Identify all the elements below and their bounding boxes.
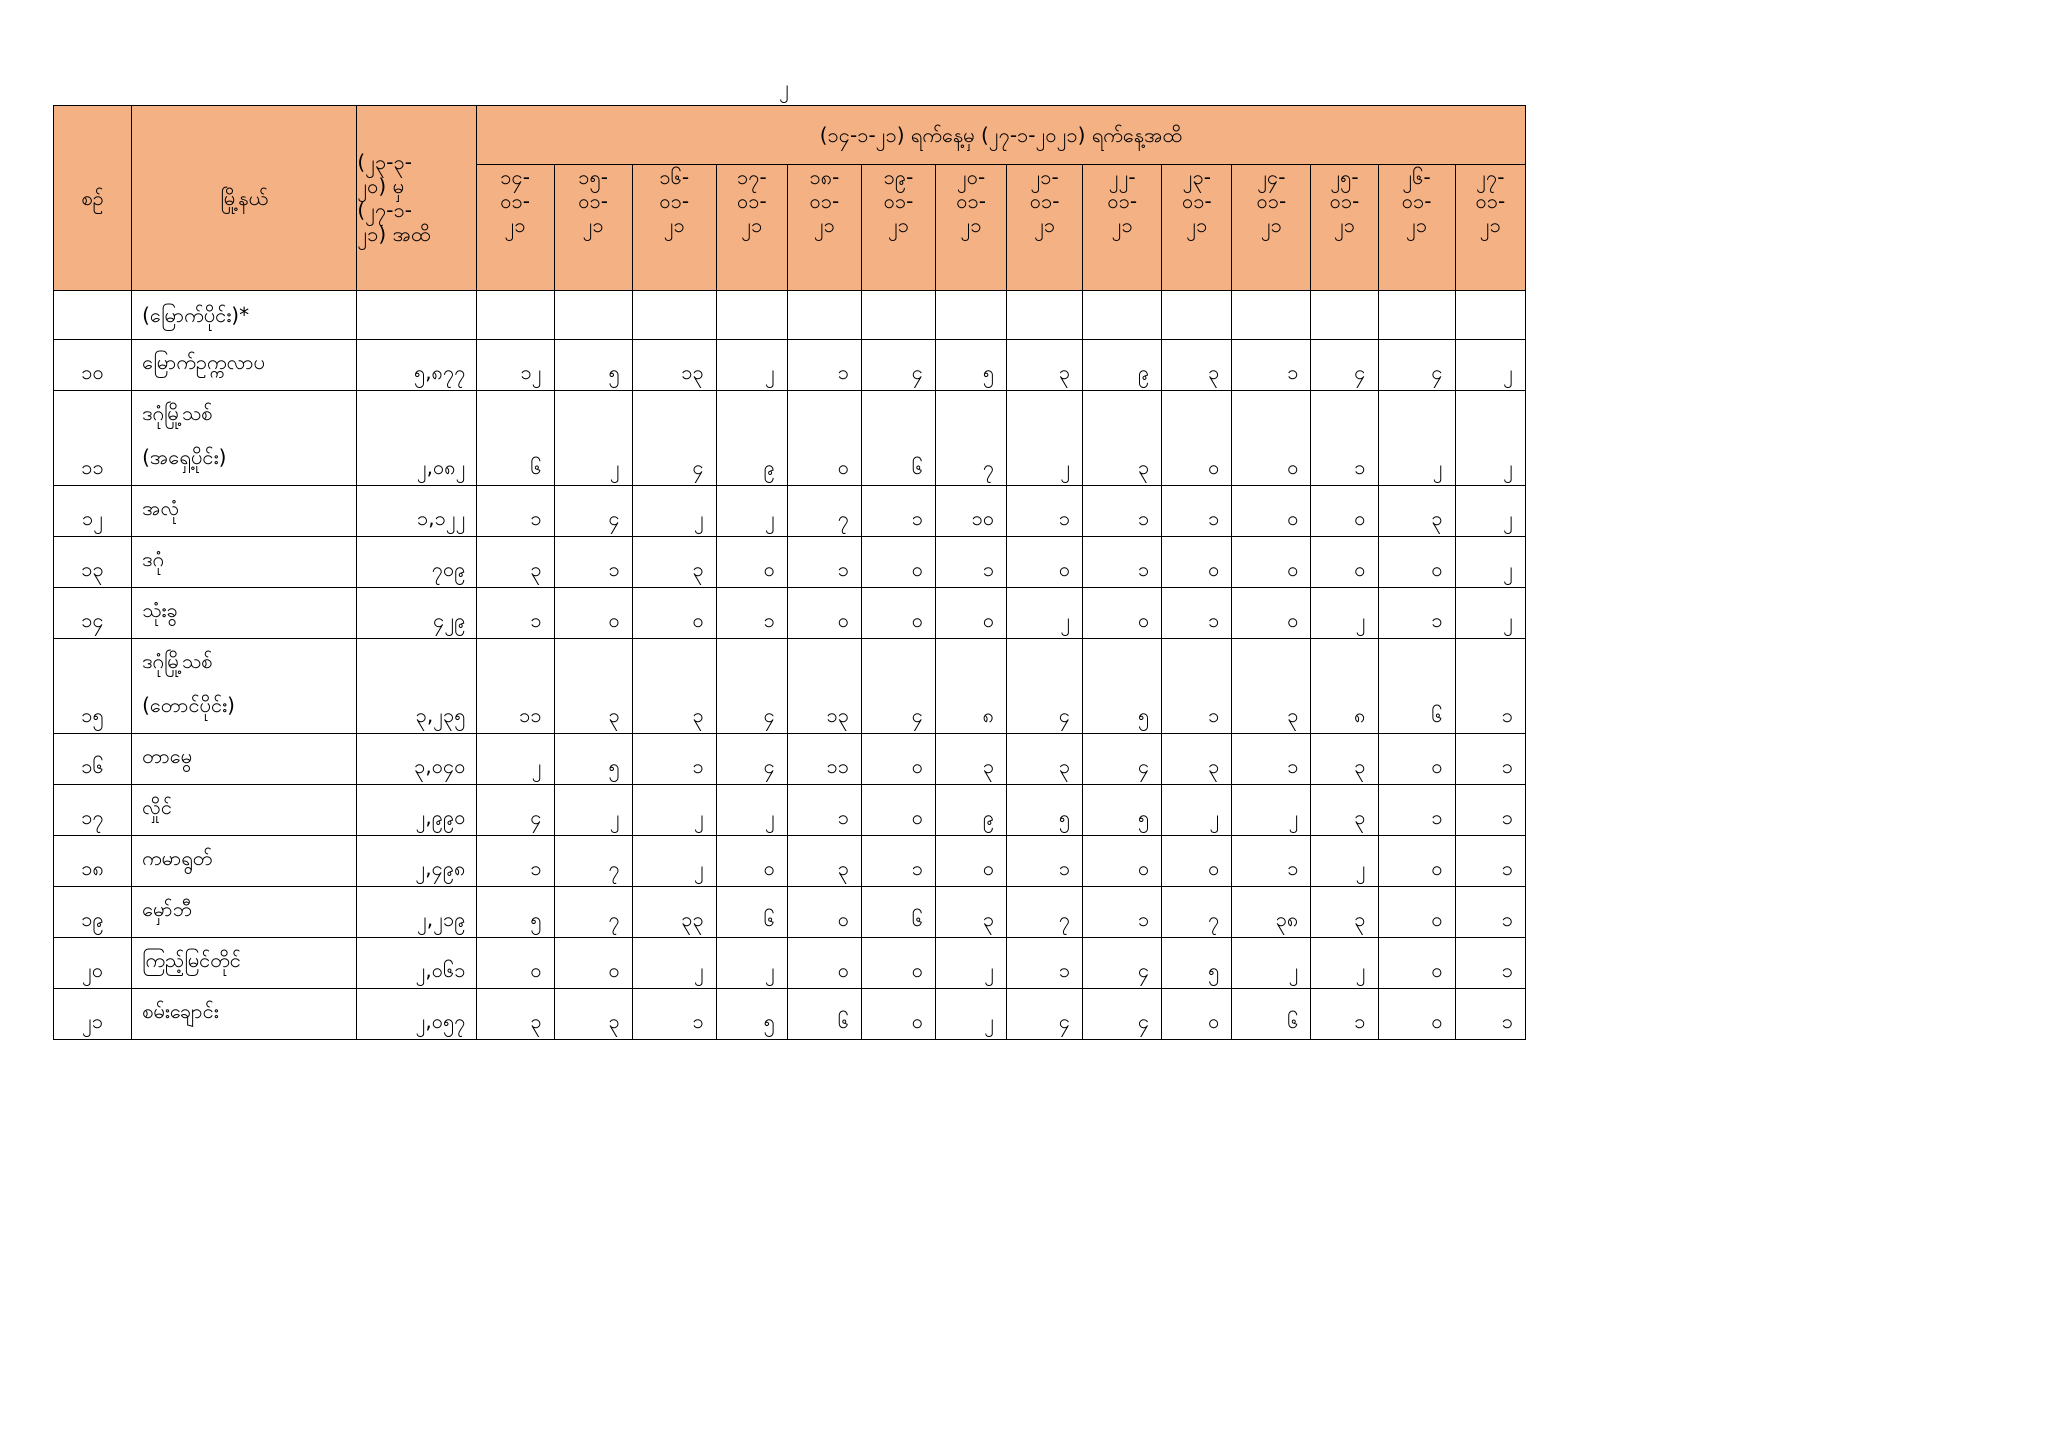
daily-value: ၃ [1232, 639, 1311, 734]
date-part: ၂၅- [1330, 165, 1359, 189]
daily-value: ၀ [787, 938, 861, 989]
daily-value: ၅ [1083, 639, 1162, 734]
township-name [132, 639, 357, 734]
date-part: ၁၄- [500, 165, 530, 189]
township-name-line: သုံးခွ [142, 598, 178, 622]
daily-value: ၀ [1378, 537, 1455, 588]
daily-value: ၆ [716, 887, 787, 938]
township-name [132, 734, 357, 785]
daily-value: ၀ [1378, 734, 1455, 785]
township-name [132, 989, 357, 1040]
daily-value: ၇ [1007, 887, 1083, 938]
daily-value: ၅ [476, 887, 554, 938]
date-part: ၂၁ [1111, 213, 1133, 237]
table-row [54, 391, 1526, 486]
row-number: ၂၁ [54, 989, 132, 1040]
table-row [54, 734, 1526, 785]
row-number: ၁၈ [54, 836, 132, 887]
daily-value: ၀ [716, 836, 787, 887]
col-header-total: (၂၃-၃- ၂၀) မှ (၂၇-၁- ၂၁) အထိ [357, 106, 476, 291]
cumulative-total: ၃,၂၃၅ [357, 639, 476, 734]
cell-empty [357, 291, 476, 340]
page-number: ၂ [779, 75, 789, 99]
date-part: ၂၁ [1479, 213, 1501, 237]
daily-value: ၀ [1232, 588, 1311, 639]
daily-value: ၄ [1007, 639, 1083, 734]
col-header-date [1162, 165, 1232, 291]
township-name [132, 938, 357, 989]
daily-value: ၆ [861, 391, 935, 486]
daily-value: ၃ [632, 639, 716, 734]
col-header-date [936, 165, 1007, 291]
date-part: ၀၁- [578, 189, 608, 213]
daily-value: ၀ [1232, 537, 1311, 588]
date-part: ၂၁ [1333, 213, 1356, 237]
daily-value: ၅ [1162, 938, 1232, 989]
daily-value: ၆ [787, 989, 861, 1040]
cumulative-total: ၂,၄၉၈ [357, 836, 476, 887]
row-number: ၁၆ [54, 734, 132, 785]
daily-value: ၀ [716, 537, 787, 588]
township-name-line: ကြည့်မြင်တိုင် [142, 948, 241, 972]
daily-value: ၉ [716, 391, 787, 486]
daily-value: ၇ [1162, 887, 1232, 938]
daily-value: ၄ [716, 639, 787, 734]
daily-value: ၉ [936, 785, 1007, 836]
date-part: ၀၁- [1475, 189, 1506, 213]
date-part: ၂၁ [1260, 213, 1282, 237]
cumulative-total: ၄၂၉ [357, 588, 476, 639]
date-part: ၀၁- [1107, 189, 1138, 213]
daily-value: ၀ [1311, 486, 1378, 537]
daily-value: ၁ [1232, 836, 1311, 887]
daily-value: ၀ [861, 588, 935, 639]
daily-value: ၁ [1311, 391, 1378, 486]
daily-value: ၁ [1455, 836, 1525, 887]
daily-value: ၂ [1311, 836, 1378, 887]
daily-value: ၃ [1378, 486, 1455, 537]
daily-value: ၂ [1455, 340, 1525, 391]
daily-value: ၁ [1007, 836, 1083, 887]
daily-value: ၃ [787, 836, 861, 887]
table-header [54, 106, 1526, 291]
daily-value: ၃ [1083, 391, 1162, 486]
daily-value: ၄ [1083, 989, 1162, 1040]
table-row [54, 785, 1526, 836]
table-row [54, 836, 1526, 887]
township-name [132, 391, 357, 486]
date-part: ၂၇- [1476, 165, 1505, 189]
daily-value: ၂ [716, 340, 787, 391]
row-number: ၁၀ [54, 340, 132, 391]
daily-value: ၄ [1083, 734, 1162, 785]
date-part: ၀၁- [1256, 189, 1287, 213]
cumulative-total: ၂,၀၈၂ [357, 391, 476, 486]
row-number: ၁၂ [54, 486, 132, 537]
daily-value: ၃ [936, 734, 1007, 785]
daily-value: ၁၁ [787, 734, 861, 785]
daily-value: ၀ [787, 391, 861, 486]
daily-value: ၂ [632, 938, 716, 989]
cumulative-total: ၂,၉၉၀ [357, 785, 476, 836]
daily-value: ၀ [936, 588, 1007, 639]
col-header-township: မြို့နယ် [132, 106, 357, 291]
daily-value: ၁၃ [632, 340, 716, 391]
daily-value: ၁ [1007, 938, 1083, 989]
daily-value: ၁ [476, 836, 554, 887]
daily-value: ၅ [1083, 785, 1162, 836]
daily-value: ၂ [554, 785, 632, 836]
daily-value: ၃ [1311, 734, 1378, 785]
daily-value: ၁ [787, 537, 861, 588]
daily-value: ၀ [1232, 486, 1311, 537]
daily-value: ၅ [554, 340, 632, 391]
daily-value: ၀ [1378, 989, 1455, 1040]
daily-value: ၄ [632, 391, 716, 486]
daily-value: ၂ [1232, 785, 1311, 836]
township-name-line: (တောင်ပိုင်း) [142, 693, 235, 717]
daily-value: ၀ [861, 938, 935, 989]
daily-value: ၁ [1455, 734, 1525, 785]
daily-value: ၃ [554, 989, 632, 1040]
daily-value: ၇ [554, 836, 632, 887]
daily-value: ၁၃ [787, 639, 861, 734]
daily-value: ၁ [1162, 486, 1232, 537]
table-row [54, 887, 1526, 938]
daily-value: ၀ [787, 588, 861, 639]
date-part: ၂၁ [1406, 213, 1428, 237]
daily-value: ၃ [1311, 887, 1378, 938]
daily-value: ၀ [787, 887, 861, 938]
daily-value: ၃၈ [1232, 887, 1311, 938]
daily-value: ၁ [1162, 588, 1232, 639]
daily-value: ၀ [861, 537, 935, 588]
col-header-date [1232, 165, 1311, 291]
daily-value: ၃ [1007, 734, 1083, 785]
col-header-date [861, 165, 935, 291]
daily-value: ၀ [632, 588, 716, 639]
col-header-date [787, 165, 861, 291]
daily-value: ၀ [1083, 588, 1162, 639]
daily-value: ၂ [1455, 486, 1525, 537]
township-name-line: အလုံ [142, 496, 180, 520]
daily-value: ၁ [861, 486, 935, 537]
col-header-date [716, 165, 787, 291]
daily-value: ၂ [1378, 391, 1455, 486]
daily-value: ၁ [632, 734, 716, 785]
township-name [132, 588, 357, 639]
cumulative-total: ၁,၁၂၂ [357, 486, 476, 537]
daily-value: ၃ [554, 639, 632, 734]
daily-value: ၇ [787, 486, 861, 537]
daily-value: ၁ [1162, 639, 1232, 734]
subheader-row [54, 291, 1526, 340]
daily-value: ၂ [476, 734, 554, 785]
daily-value: ၄ [1311, 340, 1378, 391]
daily-value: ၅ [554, 734, 632, 785]
daily-value: ၀ [1162, 989, 1232, 1040]
township-name [132, 486, 357, 537]
row-number: ၁၄ [54, 588, 132, 639]
daily-value: ၁ [1378, 785, 1455, 836]
daily-value: ၂ [716, 486, 787, 537]
date-part: ၂၄- [1257, 165, 1286, 189]
daily-value: ၁၂ [476, 340, 554, 391]
daily-value: ၁ [632, 989, 716, 1040]
daily-value: ၀ [1007, 537, 1083, 588]
daily-value: ၀ [1378, 938, 1455, 989]
date-part: ၀၁- [659, 189, 690, 213]
township-name [132, 785, 357, 836]
township-name [132, 537, 357, 588]
daily-value: ၂ [1311, 938, 1378, 989]
daily-value: ၂ [1455, 537, 1525, 588]
date-part: ၁၅- [578, 165, 608, 189]
township-name-line: မှော်ဘီ [142, 897, 192, 921]
row-number: ၁၉ [54, 887, 132, 938]
daily-value: ၀ [1378, 836, 1455, 887]
date-part: ၁၈- [809, 165, 840, 189]
daily-value: ၇ [936, 391, 1007, 486]
daily-value: ၁ [1007, 486, 1083, 537]
table-row [54, 639, 1526, 734]
date-part: ၂၁- [1030, 165, 1059, 189]
daily-value: ၁ [1083, 887, 1162, 938]
date-part: ၂၁ [1034, 213, 1056, 237]
date-part: ၀၁- [1181, 189, 1212, 213]
col-header-date [554, 165, 632, 291]
daily-value: ၂ [632, 836, 716, 887]
date-part: ၂၁ [1186, 213, 1208, 237]
daily-value: ၂ [1311, 588, 1378, 639]
row-number: ၁၅ [54, 639, 132, 734]
daily-value: ၃ [936, 887, 1007, 938]
daily-value: ၅ [936, 340, 1007, 391]
township-name-line: ဒဂုံမြို့သစ် [142, 649, 213, 673]
daily-value: ၃ [476, 989, 554, 1040]
col-header-date-range: (၁၄-၁-၂၁) ရက်နေ့မှ (၂၇-၁-၂၀၂၁) ရက်နေ့အထိ [476, 106, 1526, 165]
daily-value: ၀ [554, 938, 632, 989]
daily-value: ၈ [1311, 639, 1378, 734]
daily-value: ၄ [1083, 938, 1162, 989]
township-name-line: ဒဂုံမြို့သစ် [142, 401, 213, 425]
col-header-date [1311, 165, 1378, 291]
township-name-line: (အရှေ့ပိုင်း) [142, 445, 227, 469]
date-part: ၀၁- [956, 189, 986, 213]
township-name-line: ဒဂုံ [142, 547, 164, 571]
daily-value: ၄ [554, 486, 632, 537]
daily-value: ၁ [716, 588, 787, 639]
daily-value: ၁ [1232, 340, 1311, 391]
daily-value: ၂ [936, 989, 1007, 1040]
daily-value: ၂ [1455, 588, 1525, 639]
daily-value: ၀ [476, 938, 554, 989]
daily-value: ၀ [1162, 391, 1232, 486]
daily-value: ၁ [1455, 639, 1525, 734]
date-part: ၀၁- [1329, 189, 1360, 213]
date-part: ၀၁- [883, 189, 914, 213]
township-name [132, 836, 357, 887]
cell-empty [54, 291, 132, 340]
daily-value: ၀ [1378, 887, 1455, 938]
daily-value: ၁ [1378, 588, 1455, 639]
daily-value: ၄ [1007, 989, 1083, 1040]
date-part: ၀၁- [736, 189, 767, 213]
date-part: ၂၂- [1108, 165, 1136, 189]
daily-value: ၈ [936, 639, 1007, 734]
township-name [132, 887, 357, 938]
row-number: ၁၃ [54, 537, 132, 588]
daily-value: ၀ [554, 588, 632, 639]
daily-value: ၆ [476, 391, 554, 486]
col-header-date [476, 165, 554, 291]
daily-value: ၃ [1162, 734, 1232, 785]
date-part: ၂၆- [1402, 165, 1431, 189]
date-part: ၂၁ [582, 213, 604, 237]
date-part: ၀၁- [1029, 189, 1060, 213]
daily-value: ၁၁ [476, 639, 554, 734]
date-part: ၀၁- [500, 189, 530, 213]
date-part: ၁၆- [659, 165, 690, 189]
township-name-line: မြောက်ဥက္ကလာပ [142, 350, 265, 374]
township-name-line: လှိုင် [142, 795, 172, 819]
daily-value: ၂ [632, 785, 716, 836]
daily-value: ၄ [476, 785, 554, 836]
daily-value: ၁ [787, 785, 861, 836]
table-row [54, 537, 1526, 588]
daily-value: ၁ [1455, 887, 1525, 938]
daily-value: ၀ [1232, 391, 1311, 486]
daily-value: ၀ [1162, 836, 1232, 887]
daily-value: ၂ [716, 938, 787, 989]
daily-value: ၃၃ [632, 887, 716, 938]
row-number: ၁၇ [54, 785, 132, 836]
township-name-line: ကမာရွတ် [142, 846, 213, 870]
table-row [54, 938, 1526, 989]
table-row [54, 486, 1526, 537]
daily-value: ၀ [936, 836, 1007, 887]
daily-value: ၇ [554, 887, 632, 938]
township-name-line: တာမွေ [142, 744, 193, 768]
daily-value: ၆ [1232, 989, 1311, 1040]
table-row [54, 588, 1526, 639]
daily-value: ၃ [1007, 340, 1083, 391]
col-header-date [1007, 165, 1083, 291]
data-table [53, 105, 1526, 1040]
daily-value: ၂ [632, 486, 716, 537]
date-part: ၂၃- [1182, 165, 1211, 189]
daily-value: ၄ [861, 340, 935, 391]
daily-value: ၄ [1378, 340, 1455, 391]
daily-value: ၂ [716, 785, 787, 836]
daily-value: ၀ [1162, 537, 1232, 588]
daily-value: ၁ [787, 340, 861, 391]
col-header-date [632, 165, 716, 291]
cumulative-total: ၂,၂၁၉ [357, 887, 476, 938]
table-row [54, 989, 1526, 1040]
daily-value: ၁ [1455, 938, 1525, 989]
cumulative-total: ၇၀၉ [357, 537, 476, 588]
daily-value: ၂ [1232, 938, 1311, 989]
daily-value: ၀ [861, 734, 935, 785]
date-part: ၁၉- [883, 165, 914, 189]
daily-value: ၅ [1007, 785, 1083, 836]
daily-value: ၃ [476, 537, 554, 588]
daily-value: ၀ [861, 989, 935, 1040]
date-part: ၂၁ [663, 213, 685, 237]
table-row [54, 340, 1526, 391]
date-part: ၂၁ [813, 213, 835, 237]
daily-value: ၁ [476, 588, 554, 639]
daily-value: ၁ [861, 836, 935, 887]
daily-value: ၀ [1083, 836, 1162, 887]
row-number: ၂၀ [54, 938, 132, 989]
daily-value: ၂ [936, 938, 1007, 989]
cumulative-total: ၃,၀၄၀ [357, 734, 476, 785]
daily-value: ၉ [1083, 340, 1162, 391]
cumulative-total: ၅,၈၇၇ [357, 340, 476, 391]
daily-value: ၁ [936, 537, 1007, 588]
daily-value: ၁ [476, 486, 554, 537]
col-header-date [1455, 165, 1525, 291]
daily-value: ၆ [861, 887, 935, 938]
daily-value: ၄ [861, 639, 935, 734]
daily-value: ၄ [716, 734, 787, 785]
daily-value: ၂ [1007, 588, 1083, 639]
date-part: ၂၁ [960, 213, 982, 237]
row-number: ၁၁ [54, 391, 132, 486]
date-part: ၂၁ [741, 213, 763, 237]
subheader-label: (မြောက်ပိုင်း)* [132, 291, 357, 340]
date-part: ၂၁ [887, 213, 910, 237]
daily-value: ၀ [1311, 537, 1378, 588]
daily-value: ၆ [1378, 639, 1455, 734]
date-part: ၁၇- [736, 165, 767, 189]
daily-value: ၁ [554, 537, 632, 588]
daily-value: ၂ [1007, 391, 1083, 486]
date-part: ၀၁- [809, 189, 840, 213]
daily-value: ၁ [1455, 785, 1525, 836]
col-header-date [1083, 165, 1162, 291]
daily-value: ၂ [554, 391, 632, 486]
col-header-no: စဉ် [54, 106, 132, 291]
daily-value: ၁ [1083, 537, 1162, 588]
daily-value: ၁ [1455, 989, 1525, 1040]
daily-value: ၁ [1311, 989, 1378, 1040]
daily-value: ၁ [1083, 486, 1162, 537]
daily-value: ၃ [1162, 340, 1232, 391]
table-body [54, 291, 1526, 1040]
cumulative-total: ၂,၀၅၇ [357, 989, 476, 1040]
township-name-line: စမ်းချောင်း [142, 999, 219, 1023]
col-header-date [1378, 165, 1455, 291]
date-part: ၂၀- [956, 165, 986, 189]
township-name [132, 340, 357, 391]
daily-value: ၂ [1455, 391, 1525, 486]
daily-value: ၅ [716, 989, 787, 1040]
daily-value: ၃ [1311, 785, 1378, 836]
daily-value: ၀ [861, 785, 935, 836]
date-part: ၀၁- [1401, 189, 1432, 213]
daily-value: ၃ [632, 537, 716, 588]
daily-value: ၁ [1232, 734, 1311, 785]
daily-value: ၁၀ [936, 486, 1007, 537]
date-part: ၂၁ [504, 213, 526, 237]
daily-value: ၂ [1162, 785, 1232, 836]
cumulative-total: ၂,၀၆၁ [357, 938, 476, 989]
